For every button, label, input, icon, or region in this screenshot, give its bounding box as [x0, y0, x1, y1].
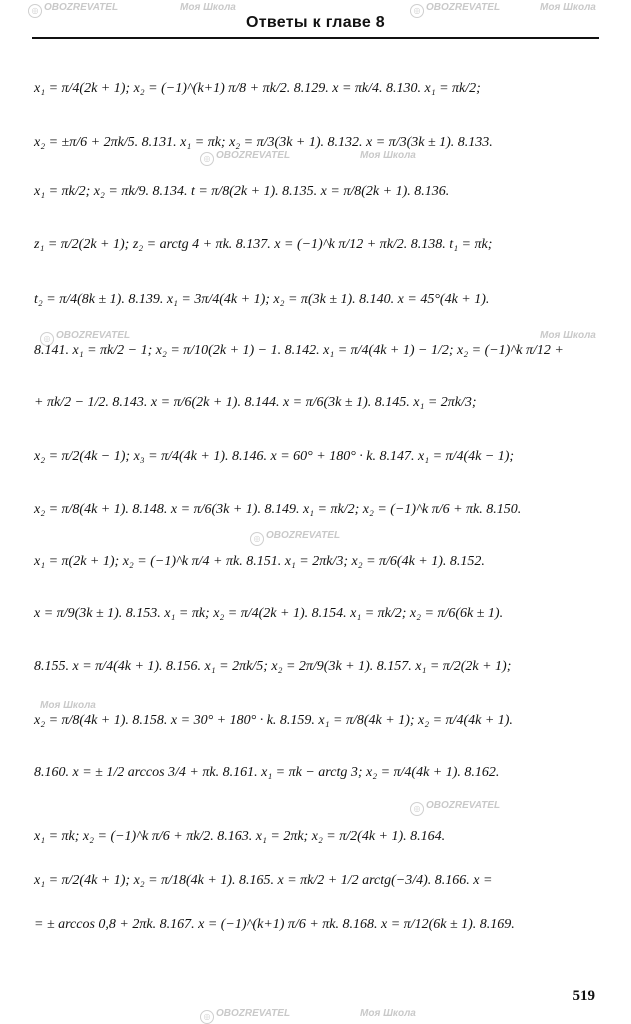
answer-line: x₁ = πk; x₂ = (−1)^k π/6 + πk/2. 8.163. x₁ = 2πk; x₂ = π/2(4k + 1). 8.164. [34, 829, 446, 844]
watermark: ◎ OBOZREVATEL [200, 150, 290, 166]
answer-line: 8.141. x₁ = πk/2 − 1; x₂ = π/10(2k + 1) − 1. 8.142. x₁ = π/4(4k + 1) − 1/2; x₂ = (−1)^k π/12 + [34, 343, 564, 358]
watermark: ◎ OBOZREVATEL [40, 330, 130, 346]
answer-line: x₂ = ±π/6 + 2πk/5. 8.131. x₁ = πk; x₂ = π/3(3k + 1). 8.132. x = π/3(3k ± 1). 8.133. [34, 135, 493, 150]
watermark: ◎ OBOZREVATEL [250, 530, 340, 546]
answer-line: 8.155. x = π/4(4k + 1). 8.156. x₁ = 2πk/5; x₂ = 2π/9(3k + 1). 8.157. x₁ = π/2(2k + 1); [34, 659, 512, 674]
answer-line: x₂ = π/2(4k − 1); x₃ = π/4(4k + 1). 8.146. x = 60° + 180° · k. 8.147. x₁ = π/4(4k − 1); [34, 449, 515, 464]
answer-line: = ± arccos 0,8 + 2πk. 8.167. x = (−1)^(k+1) π/6 + πk. 8.168. x = π/12(6k ± 1). 8.169. [34, 917, 515, 932]
answer-line: x₁ = π(2k + 1); x₂ = (−1)^k π/4 + πk. 8.151. x₁ = 2πk/3; x₂ = π/6(4k + 1). 8.152. [34, 554, 485, 569]
watermark: Моя Школа [540, 330, 596, 341]
page-number: 519 [572, 988, 595, 1004]
answer-line: t₂ = π/4(8k ± 1). 8.139. x₁ = 3π/4(4k + 1); x₂ = π(3k ± 1). 8.140. x = 45°(4k + 1). [34, 292, 490, 307]
answer-line: x = π/9(3k ± 1). 8.153. x₁ = πk; x₂ = π/4(2k + 1). 8.154. x₁ = πk/2; x₂ = π/6(6k ± 1). [34, 606, 504, 621]
answer-line: + πk/2 − 1/2. 8.143. x = π/6(2k + 1). 8.144. x = π/6(3k ± 1). 8.145. x₁ = 2πk/3; [34, 395, 477, 410]
page-title: Ответы к главе 8 [246, 14, 385, 31]
header-rule [32, 37, 599, 39]
watermark: Моя Школа [180, 2, 236, 13]
watermark: Моя Школа [40, 700, 96, 711]
answer-line: z₁ = π/2(2k + 1); z₂ = arctg 4 + πk. 8.137. x = (−1)^k π/12 + πk/2. 8.138. t₁ = πk; [34, 237, 493, 252]
watermark: Моя Школа [360, 1008, 416, 1019]
watermark: Моя Школа [360, 150, 416, 161]
answer-line: x₂ = π/8(4k + 1). 8.158. x = 30° + 180° · k. 8.159. x₁ = π/8(4k + 1); x₂ = π/4(4k + 1). [34, 713, 513, 728]
answer-line: x₁ = π/4(2k + 1); x₂ = (−1)^(k+1) π/8 + πk/2. 8.129. x = πk/4. 8.130. x₁ = πk/2; [34, 81, 481, 96]
answer-line: x₁ = π/2(4k + 1); x₂ = π/18(4k + 1). 8.165. x = πk/2 + 1/2 arctg(−3/4). 8.166. x = [34, 873, 493, 888]
watermark: ◎ OBOZREVATEL [410, 2, 500, 18]
watermark: Моя Школа [540, 2, 596, 13]
answer-line: x₂ = π/8(4k + 1). 8.148. x = π/6(3k + 1). 8.149. x₁ = πk/2; x₂ = (−1)^k π/6 + πk. 8.150. [34, 502, 522, 517]
answer-line: 8.160. x = ± 1/2 arccos 3/4 + πk. 8.161. x₁ = πk − arctg 3; x₂ = π/4(4k + 1). 8.162. [34, 765, 500, 780]
watermark: ◎ OBOZREVATEL [200, 1008, 290, 1024]
watermark: ◎ OBOZREVATEL [28, 2, 118, 18]
answer-line: x₁ = πk/2; x₂ = πk/9. 8.134. t = π/8(2k + 1). 8.135. x = π/8(2k + 1). 8.136. [34, 184, 450, 199]
watermark: ◎ OBOZREVATEL [410, 800, 500, 816]
